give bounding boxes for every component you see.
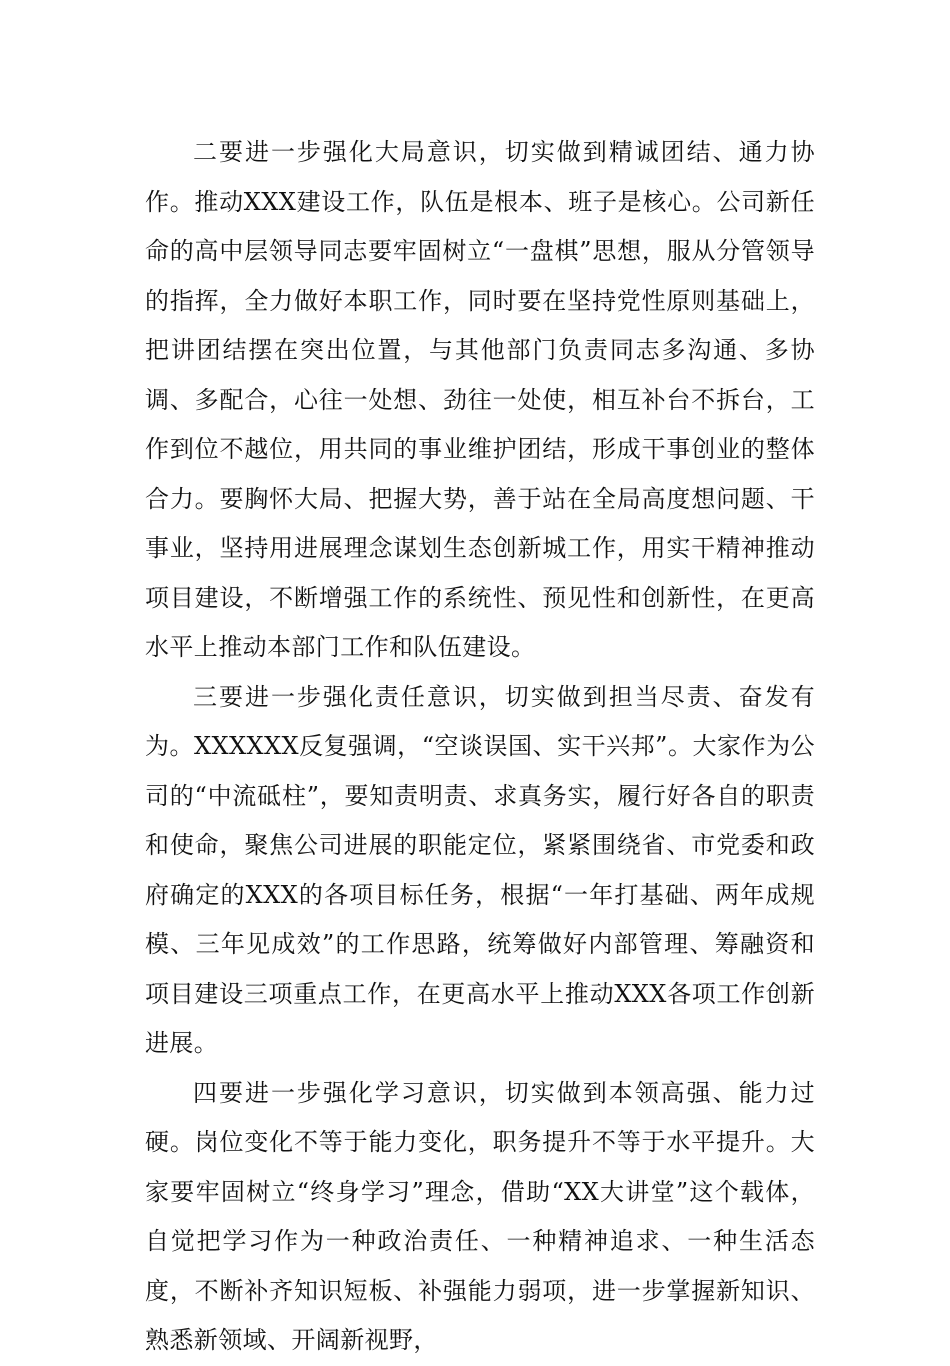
- paragraph-two: 二要进一步强化大局意识，切实做到精诚团结、通力协作。推动XXX建设工作，队伍是根本、班子是核心。公司新任命的高中层领导同志要牢固树立“一盘棋”思想，服从分管领导的指挥，全力做好本职工作，同时要在坚持党性原则基础上，把讲团结摆在突出位置，与其他部门负责同志多沟通、多协调、多配合，心往一处想、劲往一处使，相互补台不拆台，工作到位不越位，用共同的事业维护团结，形成干事创业的整体合力。要胸怀大局、把握大势，善于站在全局高度想问题、干事业，坚持用进展理念谋划生态创新城工作，用实干精神推动项目建设，不断增强工作的系统性、预见性和创新性，在更高水平上推动本部门工作和队伍建设。: [145, 138, 815, 661]
- document-body: [145, 128, 815, 1366]
- paragraph-three: 三要进一步强化责任意识，切实做到担当尽责、奋发有为。XXXXXX反复强调，“空谈误国、实干兴邦”。大家作为公司的“中流砥柱”，要知责明责、求真务实，履行好各自的职责和使命，聚焦公司进展的职能定位，紧紧围绕省、市党委和政府确定的XXX的各项目标任务，根据“一年打基础、两年成规模、三年见成效”的工作思路，统筹做好内部管理、筹融资和项目建设三项重点工作，在更高水平上推动XXX各项工作创新进展。: [145, 682, 815, 1057]
- paragraph-four: 四要进一步强化学习意识，切实做到本领高强、能力过硬。岗位变化不等于能力变化，职务提升不等于水平提升。大家要牢固树立“终身学习”理念，借助“XX大讲堂”这个载体，自觉把学习作为一种政治责任、一种精神追求、一种生活态度，不断补齐知识短板、补强能力弱项，进一步掌握新知识、熟悉新领域、开阔新视野，: [145, 1078, 815, 1354]
